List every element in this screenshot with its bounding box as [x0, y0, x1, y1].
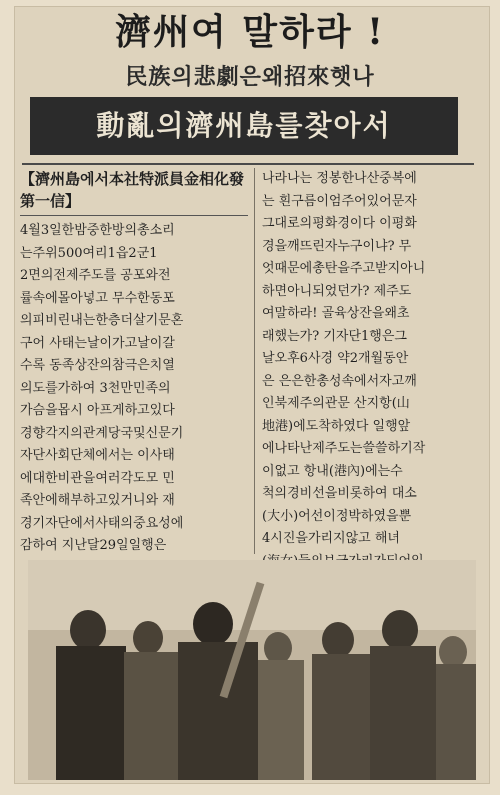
- horizontal-rule: [22, 163, 474, 165]
- article-text-line: 경을깨뜨린자누구이냐? 무: [262, 238, 412, 254]
- article-text-line: (大小)어선이정박하였을뿐: [262, 508, 412, 524]
- article-text-line: 인북제주의관문 산지항(山: [262, 396, 410, 411]
- right-column-text: [262, 168, 478, 573]
- article-text-line: 나라나는 정봉한나산중복에: [262, 171, 417, 186]
- article-text-line: 척의경비선을비롯하여 대소: [262, 486, 417, 501]
- article-text-line: 경향각지의관계당국및신문기: [20, 425, 184, 441]
- article-text-line: 의피비린내는한층더살기문혼: [20, 313, 184, 328]
- article-text-line: 하면아니되었던가? 제주도: [262, 283, 412, 299]
- article-text-line: 날오후6사경 약2개월동안: [262, 351, 409, 366]
- article-text-line: 구어 사태는날이가고날이갈: [20, 335, 175, 351]
- article-text-line: 는주위500여리1읍2군1: [20, 245, 158, 261]
- article-text-line: 의도를가하여 3천만민족의: [20, 380, 171, 396]
- article-text-line: 은 은은한총성속에서자고깨: [262, 373, 417, 389]
- column-divider: [254, 168, 255, 554]
- article-text-line: 그대로의평화경이다 이평화: [262, 216, 417, 231]
- article-text-line: 가슴을몹시 아프게하고있다: [20, 403, 175, 418]
- article-text-line: 는 흰구름이엄주어있어문자: [262, 193, 417, 209]
- subheadline: 民族의悲劇은왜招來햇나: [125, 64, 375, 90]
- article-text-line: 감하여 지난달29일일행은: [20, 538, 167, 553]
- article-text-line: 족안에해부하고있거니와 재: [20, 493, 175, 508]
- headline: 濟州여 말하라 !: [115, 11, 385, 53]
- article-text-line: 2면의전제주도를 공포와전: [20, 268, 171, 283]
- article-text-line: 에대한비관을여러각도모 민: [20, 470, 175, 486]
- article-text-line: 률속에몰아넣고 무수한동포: [20, 290, 175, 306]
- article-text-line: 4시진을가리지않고 해녀: [262, 531, 400, 546]
- article-text-line: 자단사회단체에서는 이사태: [20, 448, 175, 463]
- article-text-line: 수록 동족상잔의참극은치열: [20, 358, 175, 373]
- left-column-text: [20, 220, 248, 558]
- banner-title: 動亂의濟州島를찾아서: [30, 97, 458, 155]
- crowd-photo-illustration: [28, 560, 476, 780]
- article-text-line: 여말하라! 골육상잔을왜초: [262, 306, 410, 321]
- article-text-line: 경기자단에서사태의중요성에: [20, 515, 184, 531]
- article-text-line: 4월3일한밤중한방의총소리: [20, 223, 175, 238]
- right-column: [262, 168, 478, 554]
- byline: 【濟州島에서本社特派員金相化發第一信】: [20, 168, 248, 216]
- article-text-line: 이없고 항내(港內)에는수: [262, 463, 403, 479]
- article-text-line: 에나타난제주도는쓸쓸하기작: [262, 441, 426, 456]
- left-column: [20, 168, 248, 554]
- article-text-line: 래했는가? 기자단1행은그: [262, 328, 407, 344]
- article-text-line: 엇때문에총탄을주고받지아니: [262, 261, 426, 276]
- news-photo: [28, 560, 476, 780]
- article-text-line: 地港)에도착하였다 일행앞: [262, 418, 411, 434]
